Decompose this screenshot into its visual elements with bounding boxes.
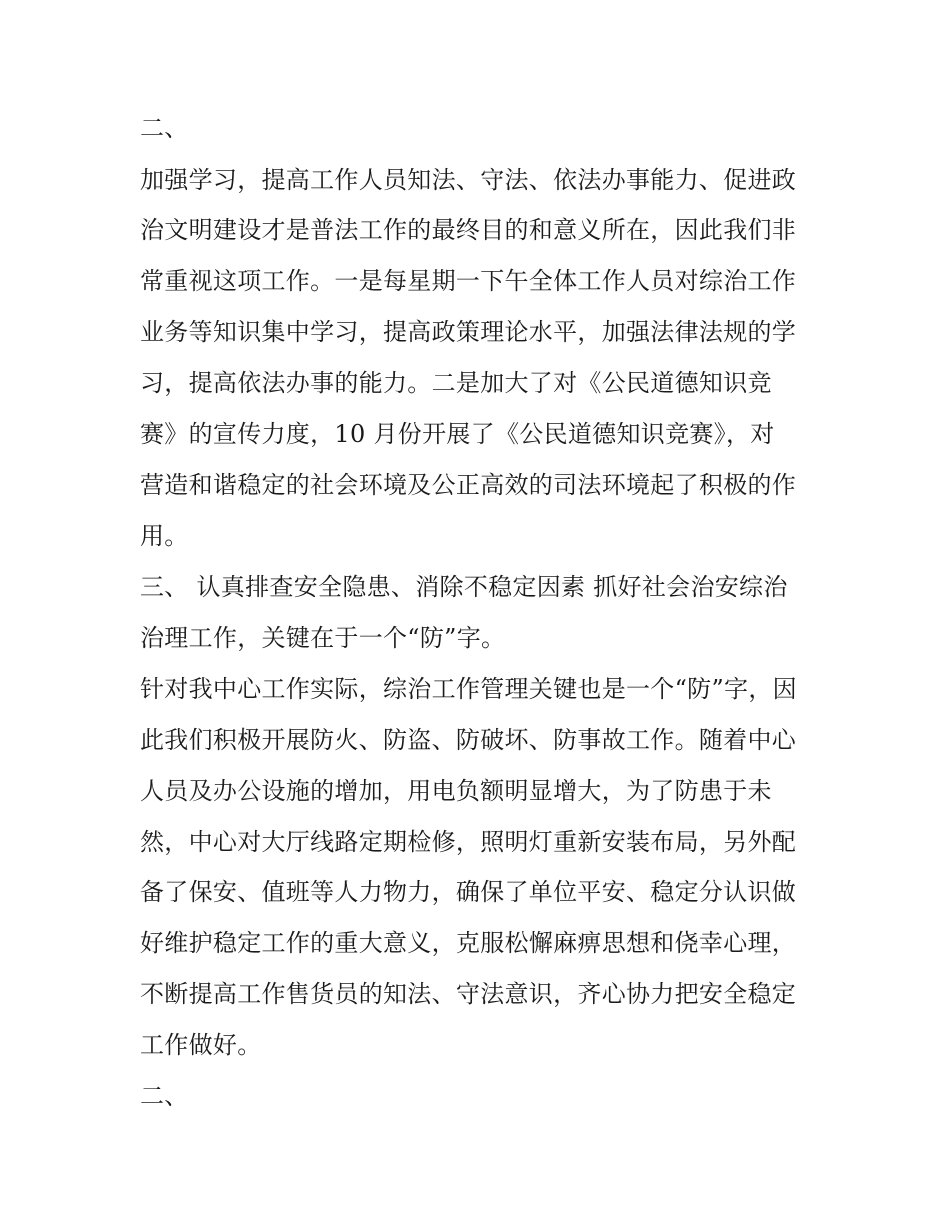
text-line: 工作做好。 (140, 1031, 262, 1059)
text-line: 二、 (140, 114, 189, 142)
text-line: 好维护稳定工作的重大意义，克服松懈麻痹思想和侥幸心理， (140, 929, 797, 957)
text-line: 用。 (140, 522, 189, 550)
text-line: 赛》的宣传力度，10 月份开展了《公民道德知识竞赛》，对 (140, 420, 775, 448)
text-line: 常重视这项工作。一是每星期一下午全体工作人员对综治工作 (140, 267, 797, 295)
text-line: 针对我中心工作实际，综治工作管理关键也是一个“防”字，因 (140, 675, 797, 703)
text-line: 加强学习，提高工作人员知法、守法、依法办事能力、促进政 (140, 166, 797, 194)
text-line: 三、 认真排查安全隐患、消除不稳定因素 抓好社会治安综治 (140, 573, 788, 601)
text-line: 治理工作，关键在于一个“防”字。 (140, 624, 506, 652)
text-line: 此我们积极开展防火、防盗、防破坏、防事故工作。随着中心 (140, 726, 797, 754)
text-line: 备了保安、值班等人力物力，确保了单位平安、稳定分认识做 (140, 878, 797, 906)
text-line: 习，提高依法办事的能力。二是加大了对《公民道德知识竞 (140, 369, 772, 397)
text-line: 然，中心对大厅线路定期检修，照明灯重新安装布局，另外配 (140, 828, 797, 856)
text-line: 二、 (140, 1082, 189, 1110)
text-line: 不断提高工作售货员的知法、守法意识，齐心协力把安全稳定 (140, 980, 797, 1008)
text-line: 营造和谐稳定的社会环境及公正高效的司法环境起了积极的作 (140, 471, 797, 499)
text-line: 治文明建设才是普法工作的最终目的和意义所在，因此我们非 (140, 216, 797, 244)
text-line: 人员及办公设施的增加，用电负额明显增大，为了防患于未 (140, 777, 772, 805)
text-line: 业务等知识集中学习，提高政策理论水平，加强法律法规的学 (140, 318, 797, 346)
